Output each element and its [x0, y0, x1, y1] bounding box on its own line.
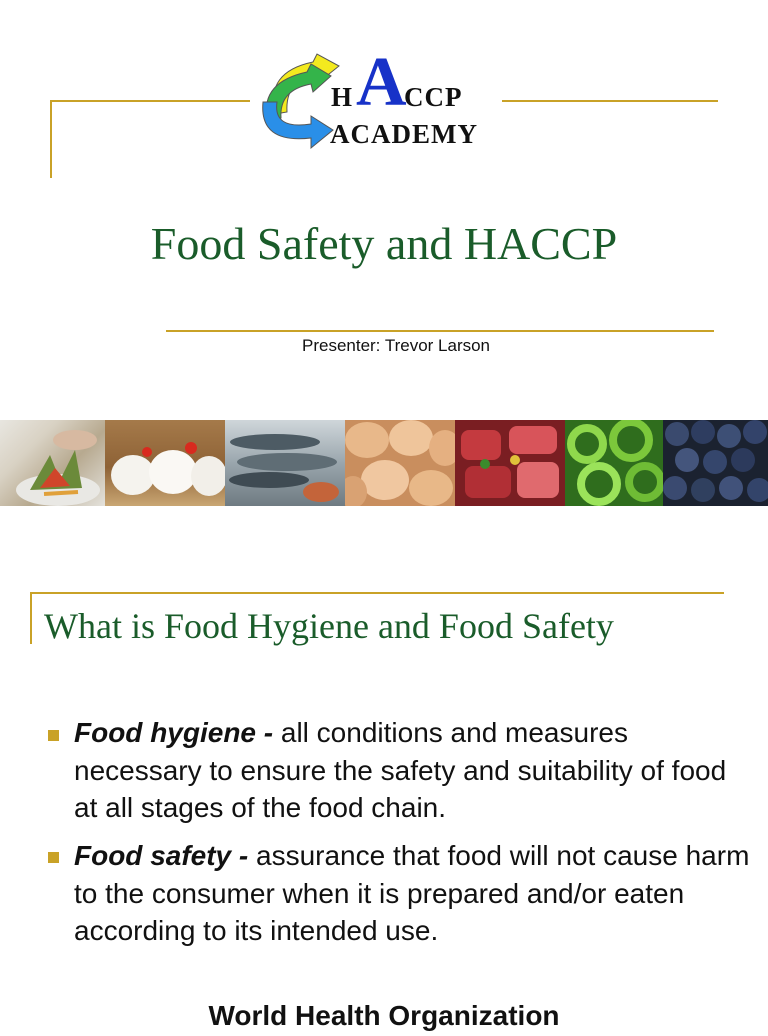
green-peppers-photo: [565, 420, 663, 506]
blueberries-photo: [663, 420, 768, 506]
definition-food-hygiene: all conditions and measures necessary to ensure the safety and suitability of food at all stages of the food chain.: [74, 717, 727, 823]
fish-photo: [225, 420, 345, 506]
heading-top-rule: [30, 592, 724, 594]
term-food-safety: Food safety -: [74, 840, 249, 871]
chickens-photo: [105, 420, 225, 506]
source-attribution: World Health Organization: [208, 1000, 560, 1031]
term-food-hygiene: Food hygiene -: [74, 717, 274, 748]
meat-photo: [455, 420, 565, 506]
bullet-food-safety: [74, 837, 754, 950]
definition-food-safety: assurance that food will not cause harm to the consumer when it is prepared and/or eaten according to its intended use.: [74, 840, 750, 946]
slide-title: Food Safety and HACCP: [150, 218, 618, 269]
logo-letter-h: H: [331, 82, 353, 112]
bullet-icon: [48, 852, 59, 863]
eggs-photo: [345, 420, 455, 506]
top-rule-right: [502, 100, 718, 102]
logo-letter-a: A: [356, 44, 407, 121]
food-photo-strip: [0, 420, 768, 506]
bullet-food-hygiene: [74, 714, 754, 827]
logo-academy: ACADEMY: [330, 119, 478, 149]
vegetable-scraps-photo: [0, 420, 105, 506]
slide-heading: What is Food Hygiene and Food Safety: [44, 606, 614, 646]
title-underline: [166, 330, 714, 332]
top-rule-left: [50, 100, 250, 102]
heading-left-rule: [30, 592, 32, 644]
bullet-icon: [48, 730, 59, 741]
presenter-line: Presenter: Trevor Larson: [301, 336, 491, 355]
left-vertical-rule: [50, 100, 52, 178]
logo-letters-ccp: CCP: [404, 82, 463, 112]
